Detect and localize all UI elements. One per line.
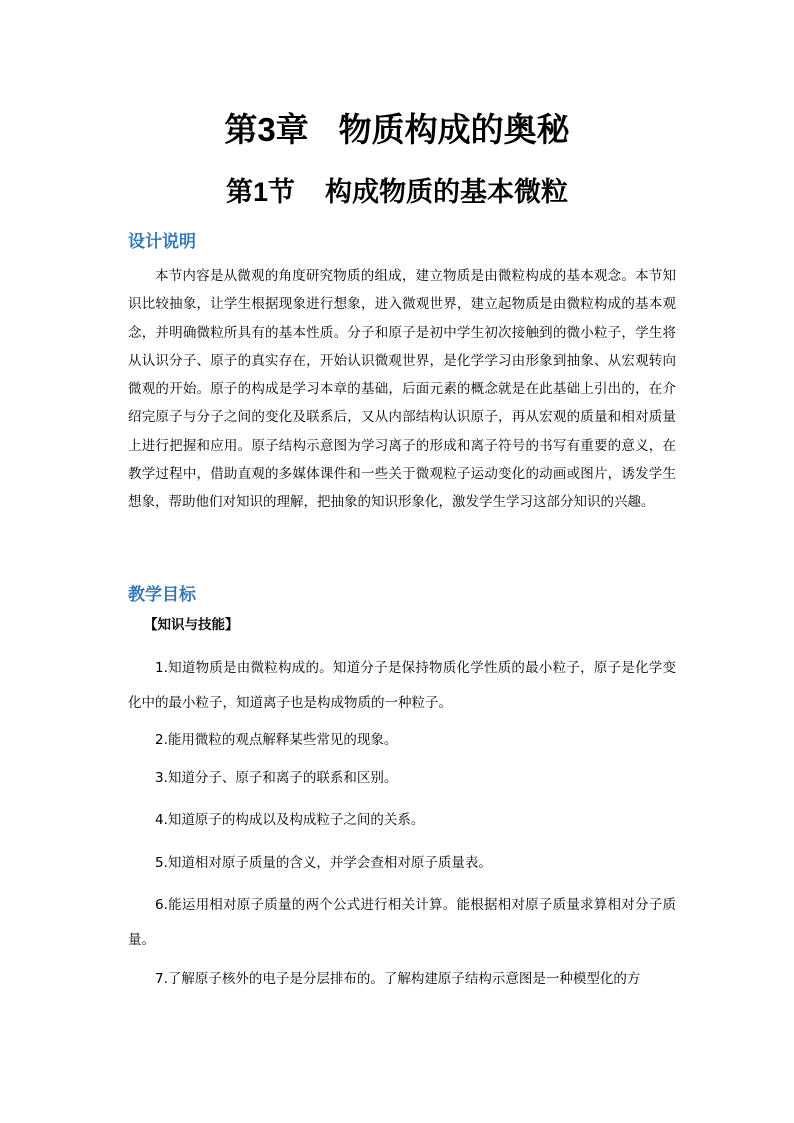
goals-heading: 教学目标 bbox=[128, 585, 196, 605]
section-number: 1 bbox=[252, 177, 269, 207]
goal-item-6: 6.能运用相对原子质量的两个公式进行相关计算。能根据相对原子质量求算相对分子质量。 bbox=[128, 897, 676, 948]
section-prefix: 第 bbox=[225, 177, 253, 208]
chapter-title bbox=[0, 106, 794, 154]
design-note-heading: 设计说明 bbox=[128, 232, 196, 252]
goal-item-4: 4.知道原子的构成以及构成粒子之间的关系。 bbox=[155, 812, 425, 828]
goal-item-7: 7.了解原子核外的电子是分层排布的。了解构建原子结构示意图是一种模型化的方 bbox=[155, 971, 641, 987]
chapter-suffix: 章 bbox=[275, 110, 309, 149]
goal-item-3: 3.知道分子、原子和离子的联系和区别。 bbox=[155, 770, 398, 786]
section-suffix: 节 bbox=[268, 177, 296, 208]
chapter-number: 3 bbox=[257, 111, 276, 148]
goal-item-1: 1.知道物质是由微粒构成的。知道分子是保持物质化学性质的最小粒子，原子是化学变化中的最小粒子，知道离子也是构成物质的一种粒子。 bbox=[128, 660, 676, 711]
goals-subheading: 【知识与技能】 bbox=[144, 617, 239, 633]
chapter-prefix: 第 bbox=[224, 110, 258, 149]
chapter-name: 物质构成的奥秘 bbox=[338, 110, 570, 149]
goal-item-2: 2.能用微粒的观点解释某些常见的现象。 bbox=[155, 732, 398, 748]
design-note-body: 本节内容是从微观的角度研究物质的组成，建立物质是由微粒构成的基本观念。本节知识比较抽象，让学生根据现象进行想象，进入微观世界，建立起物质是由微粒构成的基本观念，并明确微粒所具有的基本性质。分子和原子是初中学生初次接触到的微小粒子，学生将从认识分子、原子的真实存在，开始认识微观世界，是化学学习由形象到抽象、从宏观转向微观的开始。原子的构成是学习本章的基础，后面元素的概念就是在此基础上引出的，在介绍完原子与分子之间的变化及联系后，又从内部结构认识原子，再从宏观的质量和相对质量上进行把握和应用。原子结构示意图为学习离子的形成和离子符号的书写有重要的意义，在教学过程中，借助直观的多媒体课件和一些关于微观粒子运动变化的动画或图片，诱发学生想象，帮助他们对知识的理解，把抽象的知识形象化，激发学生学习这部分知识的兴趣。 bbox=[128, 268, 676, 511]
section-name: 构成物质的基本微粒 bbox=[325, 177, 569, 208]
section-title bbox=[0, 170, 794, 215]
goal-item-5: 5.知道相对原子质量的含义，并学会查相对原子质量表。 bbox=[155, 855, 492, 871]
